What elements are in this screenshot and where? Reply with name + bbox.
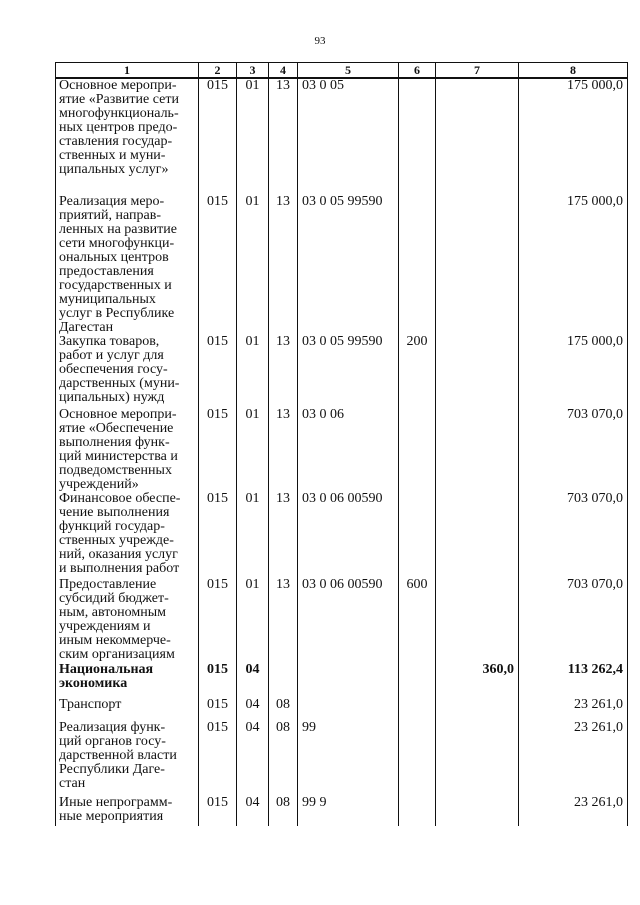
amount-col8: 703 070,0 [519,408,628,492]
row-name-line: Основное меропри- [59,407,177,422]
target-article-code: 99 9 [298,796,399,826]
target-article-code: 03 0 06 00590 [298,492,399,578]
row-name-line: ний, оказания услуг [59,547,178,562]
row-name-line: Реализация функ- [59,720,166,735]
amount-col8: 23 261,0 [519,796,628,826]
subsection-code: 13 [269,408,298,492]
amount-col8: 23 261,0 [519,698,628,721]
amount-col7 [436,796,519,826]
row-name-line: субсидий бюджет- [59,591,169,606]
row-name [56,698,199,721]
section-code: 01 [237,492,269,578]
ministry-code: 015 [199,698,237,721]
row-name-line: обеспечения госу- [59,362,168,377]
amount-col7: 360,0 [436,663,519,698]
target-article-code [298,698,399,721]
row-name-line: Дагестан [59,320,114,335]
subsection-code: 08 [269,796,298,826]
subsection-code: 13 [269,335,298,408]
row-name-line: дарственных (муни- [59,376,180,391]
row-name [56,492,199,578]
ministry-code: 015 [199,335,237,408]
row-name-line: Иные непрограмм- [59,795,173,810]
row-name-line: сети многофункци- [59,236,175,251]
section-code: 04 [237,721,269,796]
row-name-line: учреждений» [59,477,139,492]
amount-col7 [436,721,519,796]
section-code: 01 [237,335,269,408]
table-row [56,492,628,578]
column-header: 6 [399,63,436,79]
row-name [56,578,199,663]
expense-type-code [399,663,436,698]
row-name-line: ятие «Обеспечение [59,421,174,436]
amount-col7 [436,408,519,492]
budget-table [55,62,628,826]
amount-col8: 23 261,0 [519,721,628,796]
section-code: 01 [237,408,269,492]
ministry-code: 015 [199,78,237,195]
row-name-line: ных центров предо- [59,120,178,135]
expense-type-code [399,698,436,721]
ministry-code: 015 [199,408,237,492]
row-name-line: предоставления [59,264,154,279]
page-number: 93 [314,35,326,47]
table-row [56,335,628,408]
column-header: 4 [269,63,298,79]
row-name-line: Национальная [59,662,154,677]
ministry-code: 015 [199,721,237,796]
subsection-code: 08 [269,721,298,796]
table-row [56,408,628,492]
column-header: 1 [56,63,199,79]
row-name [56,663,199,698]
ministry-code: 015 [199,492,237,578]
expense-type-code [399,796,436,826]
expense-type-code [399,195,436,335]
table-row [56,721,628,796]
row-name-line: Закупка товаров, [59,334,160,349]
row-name-line: Реализация меро- [59,194,165,209]
section-code: 04 [237,796,269,826]
column-header: 5 [298,63,399,79]
expense-type-code [399,721,436,796]
expense-type-code: 200 [399,335,436,408]
subsection-code: 13 [269,492,298,578]
section-code: 01 [237,195,269,335]
column-header: 2 [199,63,237,79]
amount-col7 [436,578,519,663]
section-code: 04 [237,663,269,698]
section-code: 01 [237,78,269,195]
header-row [56,63,628,79]
row-name-line: работ и услуг для [59,348,164,363]
row-name-line: ным, автономным [59,605,167,620]
amount-col7 [436,492,519,578]
table-row [56,78,628,195]
row-name-line: дарственной власти [59,748,177,763]
target-article-code: 03 0 06 [298,408,399,492]
subsection-code [269,663,298,698]
row-name-line: ставления государ- [59,134,173,149]
amount-col8: 175 000,0 [519,335,628,408]
row-name-line: ципальных услуг» [59,162,169,177]
target-article-code: 03 0 05 99590 [298,195,399,335]
expense-type-code [399,492,436,578]
row-name-line: функций государ- [59,519,165,534]
ministry-code: 015 [199,796,237,826]
row-name-line: муниципальных [59,292,156,307]
row-name-line: ственных учрежде- [59,533,174,548]
row-name [56,408,199,492]
ministry-code: 015 [199,663,237,698]
row-name-line: Республики Даге- [59,762,165,777]
row-name-line: ональных центров [59,250,169,265]
row-name-line: многофункциональ- [59,106,179,121]
target-article-code [298,663,399,698]
row-name-line: стан [59,776,86,791]
table-row [56,195,628,335]
row-name-line: ные мероприятия [59,809,164,824]
row-name [56,796,199,826]
table-row [56,578,628,663]
row-name [56,721,199,796]
amount-col8: 703 070,0 [519,492,628,578]
subsection-code: 13 [269,78,298,195]
row-name-line: и выполнения работ [59,561,180,576]
row-name-line: Основное меропри- [59,78,177,93]
amount-col8: 113 262,4 [519,663,628,698]
section-code: 04 [237,698,269,721]
row-name-line: Финансовое обеспе- [59,491,181,506]
column-header: 7 [436,63,519,79]
row-name-line: экономика [59,676,128,691]
row-name-line: чение выполнения [59,505,170,520]
table-row [56,663,628,698]
amount-col7 [436,698,519,721]
row-name-line: ственных и муни- [59,148,166,163]
expense-type-code [399,78,436,195]
row-name-line: выполнения функ- [59,435,170,450]
row-name-line: ций органов госу- [59,734,166,749]
row-name [56,335,199,408]
row-name [56,78,199,195]
subsection-code: 13 [269,195,298,335]
amount-col8: 175 000,0 [519,195,628,335]
row-name-line: подведомственных [59,463,172,478]
expense-type-code: 600 [399,578,436,663]
amount-col8: 703 070,0 [519,578,628,663]
column-header: 3 [237,63,269,79]
row-name-line: ским организациям [59,647,175,662]
ministry-code: 015 [199,195,237,335]
ministry-code: 015 [199,578,237,663]
amount-col8: 175 000,0 [519,78,628,195]
amount-col7 [436,335,519,408]
row-name-line: услуг в Республике [59,306,175,321]
target-article-code: 03 0 06 00590 [298,578,399,663]
row-name-line: Транспорт [59,697,122,712]
column-header: 8 [519,63,628,79]
subsection-code: 13 [269,578,298,663]
target-article-code: 03 0 05 [298,78,399,195]
row-name-line: иным некоммерче- [59,633,171,648]
row-name-line: государственных и [59,278,172,293]
row-name-line: ципальных) нужд [59,390,165,405]
section-code: 01 [237,578,269,663]
target-article-code: 03 0 05 99590 [298,335,399,408]
row-name-line: ятие «Развитие сети [59,92,179,107]
row-name-line: ленных на развитие [59,222,177,237]
row-name [56,195,199,335]
table-row [56,698,628,721]
target-article-code: 99 [298,721,399,796]
expense-type-code [399,408,436,492]
table-row [56,796,628,826]
row-name-line: приятий, направ- [59,208,162,223]
row-name-line: учреждениям и [59,619,151,634]
amount-col7 [436,78,519,195]
amount-col7 [436,195,519,335]
table-body [56,78,628,826]
subsection-code: 08 [269,698,298,721]
row-name-line: ций министерства и [59,449,178,464]
row-name-line: Предоставление [59,577,157,592]
